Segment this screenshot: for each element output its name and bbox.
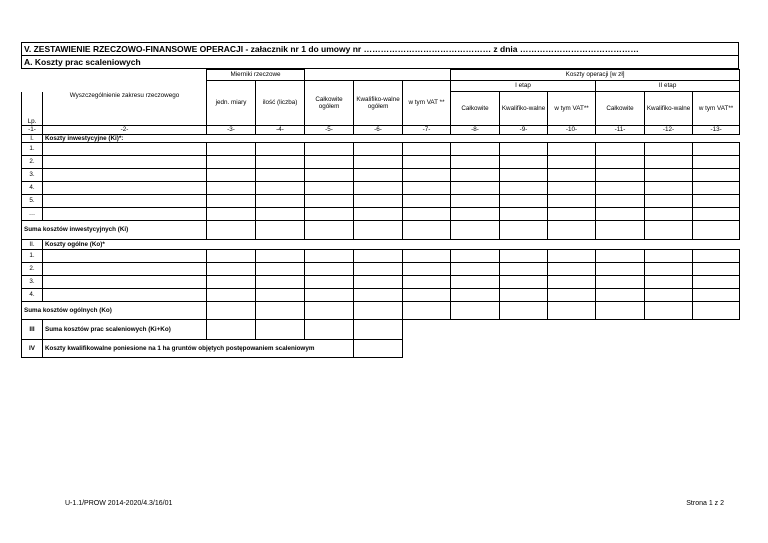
row-number: 5. [22, 195, 43, 208]
table-cell[interactable] [43, 208, 207, 221]
table-cell[interactable] [305, 208, 354, 221]
table-row [22, 263, 740, 276]
row-number: 3. [22, 169, 43, 182]
column-number: -10- [548, 126, 596, 135]
table-cell[interactable] [693, 208, 740, 221]
table-cell[interactable] [596, 250, 645, 263]
etap2-calkowite-header: Całkowite [596, 92, 645, 126]
table-cell[interactable] [451, 208, 500, 221]
table-cell[interactable] [207, 263, 256, 276]
table-cell[interactable] [500, 195, 548, 208]
table-cell[interactable] [693, 221, 740, 240]
table-cell[interactable] [207, 182, 256, 195]
table-cell[interactable] [354, 221, 403, 240]
sum-label: Suma kosztów inwestycyjnych (Ki) [22, 221, 207, 240]
lp-header: Lp. [22, 92, 43, 126]
table-cell[interactable] [548, 156, 596, 169]
table-cell[interactable] [645, 195, 693, 208]
table-row [22, 182, 740, 195]
table-cell[interactable] [645, 143, 693, 156]
table-cell[interactable] [596, 195, 645, 208]
table-cell[interactable] [256, 302, 305, 320]
table-cell[interactable] [403, 208, 451, 221]
table-cell[interactable] [305, 289, 354, 302]
form-sheet [21, 42, 739, 358]
table-cell[interactable] [500, 276, 548, 289]
table-cell[interactable] [354, 289, 403, 302]
table-cell[interactable] [207, 208, 256, 221]
ilosc-header: ilość (liczba) [256, 81, 305, 126]
table-cell[interactable] [693, 302, 740, 320]
column-number: -12- [645, 126, 693, 135]
section-header-row [22, 240, 740, 250]
table-cell[interactable] [43, 250, 207, 263]
table-cell[interactable] [451, 221, 500, 240]
section-number: III [22, 320, 43, 340]
table-cell[interactable] [256, 156, 305, 169]
column-number: -4- [256, 126, 305, 135]
table-cell[interactable] [207, 250, 256, 263]
kwalifikowalne-ogolem-header: Kwalifiko-walne ogółem [354, 81, 403, 126]
table-row [22, 250, 740, 263]
section-number: IV [22, 340, 43, 358]
table-cell[interactable] [207, 156, 256, 169]
section-number: I. [22, 134, 43, 143]
wyszczegolnienie-header: Wyszczególnienie zakresu rzeczowego [43, 92, 207, 126]
table-cell[interactable] [596, 182, 645, 195]
table-cell[interactable] [403, 182, 451, 195]
table-cell[interactable] [500, 221, 548, 240]
section-a-title: A. Koszty prac scaleniowych [21, 56, 739, 69]
table-cell[interactable] [693, 156, 740, 169]
row-number: 2. [22, 263, 43, 276]
table-cell[interactable] [451, 169, 500, 182]
row-number: 2. [22, 156, 43, 169]
table-cell[interactable] [451, 182, 500, 195]
etap1-kwalifikowalne-header: Kwalifiko-walne [500, 92, 548, 126]
table-cell[interactable] [500, 156, 548, 169]
table-cell[interactable] [451, 143, 500, 156]
table-cell[interactable] [207, 195, 256, 208]
mierniki-header: Mierniki rzeczowe [207, 70, 305, 81]
table-cell[interactable] [354, 208, 403, 221]
table-cell[interactable] [403, 263, 451, 276]
table-cell[interactable] [256, 182, 305, 195]
table-cell[interactable] [403, 156, 451, 169]
table-cell[interactable] [451, 156, 500, 169]
table-cell[interactable] [43, 169, 207, 182]
table-cell[interactable] [500, 143, 548, 156]
table-cell[interactable] [305, 169, 354, 182]
table-cell[interactable] [596, 143, 645, 156]
table-cell[interactable] [645, 221, 693, 240]
table-cell[interactable] [207, 289, 256, 302]
table-cell[interactable] [596, 156, 645, 169]
table-cell[interactable] [451, 302, 500, 320]
column-number: -13- [693, 126, 740, 135]
table-cell[interactable] [207, 221, 256, 240]
table-cell[interactable] [354, 263, 403, 276]
table-cell[interactable] [548, 221, 596, 240]
form-title: V. ZESTAWIENIE RZECZOWO-FINANSOWE OPERACJI - załacznik nr 1 do umowy nr ……………………………………… z dnia …………………………………… [21, 42, 739, 56]
table-cell[interactable] [305, 221, 354, 240]
table-cell[interactable] [548, 143, 596, 156]
table-cell[interactable] [305, 263, 354, 276]
row-number: 1. [22, 143, 43, 156]
table-cell[interactable] [256, 221, 305, 240]
table-cell[interactable] [354, 156, 403, 169]
table-cell[interactable] [256, 320, 305, 340]
section-label: Koszty inwestycyjne (Ki)*: [43, 134, 740, 143]
table-cell[interactable] [256, 250, 305, 263]
table-row [22, 169, 740, 182]
column-number: -9- [500, 126, 548, 135]
table-cell[interactable] [256, 195, 305, 208]
vat-header: w tym VAT ** [403, 81, 451, 126]
table-cell[interactable] [256, 169, 305, 182]
table-cell[interactable] [207, 302, 256, 320]
page-number: Strona 1 z 2 [686, 500, 724, 507]
form-code: U-1.1/PROW 2014-2020/4.3/16/01 [65, 500, 173, 507]
row-number: 4. [22, 182, 43, 195]
table-row [22, 276, 740, 289]
table-cell[interactable] [354, 169, 403, 182]
table-cell[interactable] [500, 208, 548, 221]
column-number: -3- [207, 126, 256, 135]
table-cell[interactable] [693, 143, 740, 156]
table-cell[interactable] [305, 156, 354, 169]
jedn-miary-header: jedn. miary [207, 81, 256, 126]
table-cell[interactable] [645, 276, 693, 289]
table-row [22, 289, 740, 302]
table-cell[interactable] [500, 289, 548, 302]
section-number: II. [22, 240, 43, 250]
table-cell[interactable] [548, 289, 596, 302]
table-cell[interactable] [645, 302, 693, 320]
table-cell[interactable] [693, 250, 740, 263]
etap2-vat-header: w tym VAT** [693, 92, 740, 126]
table-cell[interactable] [596, 302, 645, 320]
column-number: -1- [22, 126, 43, 135]
table-cell[interactable] [596, 208, 645, 221]
section-label: Koszty kwalifikowalne poniesione na 1 ha gruntów objętych postępowaniem scaleniowym [43, 340, 354, 358]
table-cell[interactable] [305, 302, 354, 320]
table-cell[interactable] [403, 276, 451, 289]
table-cell[interactable] [451, 250, 500, 263]
table-cell[interactable] [500, 250, 548, 263]
table-cell[interactable] [500, 169, 548, 182]
row-number: 3. [22, 276, 43, 289]
cost-table [21, 69, 740, 358]
table-row [22, 156, 740, 169]
table-cell[interactable] [548, 169, 596, 182]
table-cell[interactable] [305, 250, 354, 263]
table-cell[interactable] [354, 195, 403, 208]
table-cell[interactable] [43, 276, 207, 289]
table-cell[interactable] [596, 221, 645, 240]
table-cell[interactable] [256, 208, 305, 221]
table-cell[interactable] [43, 143, 207, 156]
table-cell[interactable] [354, 302, 403, 320]
table-cell[interactable] [354, 340, 403, 358]
table-cell[interactable] [500, 182, 548, 195]
etap1-vat-header: w tym VAT** [548, 92, 596, 126]
table-cell[interactable] [207, 320, 256, 340]
table-cell[interactable] [207, 276, 256, 289]
table-cell[interactable] [403, 221, 451, 240]
table-cell[interactable] [548, 208, 596, 221]
table-cell[interactable] [645, 250, 693, 263]
table-cell[interactable] [43, 289, 207, 302]
table-cell[interactable] [256, 289, 305, 302]
koszty-operacji-header: Koszty operacji [w zł] [451, 70, 740, 81]
table-row [22, 195, 740, 208]
table-cell[interactable] [256, 276, 305, 289]
column-number: -7- [403, 126, 451, 135]
table-cell[interactable] [548, 263, 596, 276]
table-cell[interactable] [305, 276, 354, 289]
table-cell[interactable] [403, 289, 451, 302]
table-cell[interactable] [354, 276, 403, 289]
calkowite-ogolem-header: Całkowite ogółem [305, 81, 354, 126]
etap2-header: II etap [596, 81, 740, 92]
table-cell[interactable] [693, 169, 740, 182]
column-number: -2- [43, 126, 207, 135]
table-cell[interactable] [596, 263, 645, 276]
table-cell[interactable] [256, 143, 305, 156]
table-cell[interactable] [451, 289, 500, 302]
table-cell[interactable] [500, 302, 548, 320]
section-label: Suma kosztów prac scaleniowych (Ki+Ko) [43, 320, 207, 340]
row-number: … [22, 208, 43, 221]
table-cell[interactable] [645, 263, 693, 276]
sum-label: Suma kosztów ogólnych (Ko) [22, 302, 207, 320]
table-cell[interactable] [256, 263, 305, 276]
table-row [22, 143, 740, 156]
cost-per-ha-row [22, 340, 740, 358]
table-cell[interactable] [451, 276, 500, 289]
table-cell[interactable] [548, 250, 596, 263]
table-cell[interactable] [645, 208, 693, 221]
column-number: -5- [305, 126, 354, 135]
table-cell[interactable] [354, 320, 403, 340]
table-cell[interactable] [596, 169, 645, 182]
table-cell[interactable] [596, 276, 645, 289]
table-cell[interactable] [43, 263, 207, 276]
table-cell[interactable] [305, 143, 354, 156]
table-cell[interactable] [403, 195, 451, 208]
table-cell[interactable] [548, 195, 596, 208]
table-cell[interactable] [43, 156, 207, 169]
etap2-kwalifikowalne-header: Kwalifiko-walne [645, 92, 693, 126]
table-cell[interactable] [451, 195, 500, 208]
table-cell[interactable] [43, 195, 207, 208]
table-cell[interactable] [207, 169, 256, 182]
sum-row [22, 221, 740, 240]
column-number: -6- [354, 126, 403, 135]
etap1-calkowite-header: Całkowite [451, 92, 500, 126]
table-cell[interactable] [305, 182, 354, 195]
table-cell[interactable] [693, 289, 740, 302]
section-header-row [22, 134, 740, 143]
table-cell[interactable] [596, 289, 645, 302]
table-cell[interactable] [354, 143, 403, 156]
table-cell[interactable] [403, 143, 451, 156]
table-cell[interactable] [305, 195, 354, 208]
table-cell[interactable] [645, 182, 693, 195]
table-cell[interactable] [403, 169, 451, 182]
column-number: -11- [596, 126, 645, 135]
table-cell[interactable] [693, 263, 740, 276]
table-cell[interactable] [43, 182, 207, 195]
table-cell[interactable] [548, 276, 596, 289]
table-cell[interactable] [354, 182, 403, 195]
table-cell[interactable] [548, 302, 596, 320]
sum-row [22, 302, 740, 320]
row-number: 4. [22, 289, 43, 302]
table-cell[interactable] [451, 263, 500, 276]
table-cell[interactable] [207, 143, 256, 156]
table-cell[interactable] [693, 182, 740, 195]
row-number: 1. [22, 250, 43, 263]
column-number: -8- [451, 126, 500, 135]
table-cell[interactable] [403, 250, 451, 263]
table-cell[interactable] [645, 289, 693, 302]
section-label: Koszty ogólne (Ko)* [43, 240, 740, 250]
table-cell[interactable] [548, 182, 596, 195]
table-cell[interactable] [693, 276, 740, 289]
table-cell[interactable] [645, 169, 693, 182]
table-cell[interactable] [645, 156, 693, 169]
table-cell[interactable] [693, 195, 740, 208]
total-row [22, 320, 740, 340]
table-cell[interactable] [403, 302, 451, 320]
table-cell[interactable] [500, 263, 548, 276]
table-cell[interactable] [354, 250, 403, 263]
table-row [22, 208, 740, 221]
table-cell[interactable] [305, 320, 354, 340]
etap1-header: I etap [451, 81, 596, 92]
